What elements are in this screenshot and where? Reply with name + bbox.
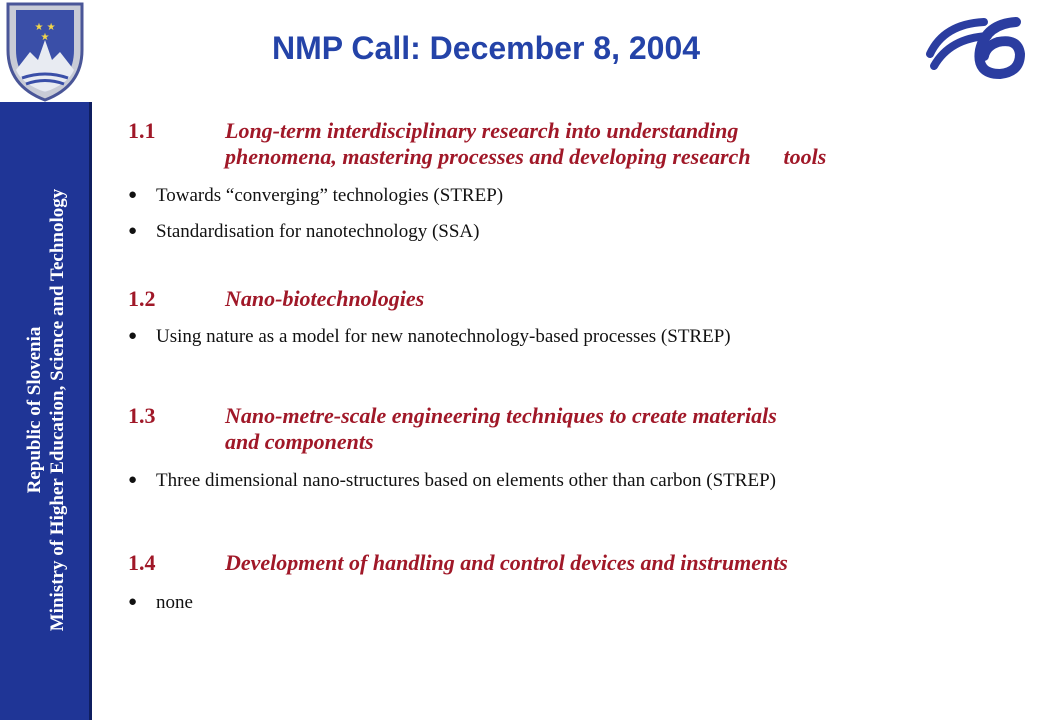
list-item <box>128 185 1008 207</box>
coat-of-arms-logo <box>0 0 90 104</box>
section-1-4-heading <box>128 550 1008 576</box>
bullet-icon: ● <box>128 328 138 344</box>
list-item <box>128 326 1008 348</box>
section-title-line: Nano-metre-scale engineering techniques to create materials <box>225 403 777 428</box>
svg-text:★ ★: ★ ★ <box>34 22 56 33</box>
section-number: 1.2 <box>128 286 156 311</box>
section-number: 1.1 <box>128 118 156 143</box>
section-1-1-heading <box>128 118 1008 170</box>
section-title-line: Development of handling and control devices and instruments <box>225 550 788 575</box>
list-item-text: Towards “converging” technologies (STREP) <box>156 185 504 206</box>
section-title-line: and components <box>225 429 374 454</box>
svg-text:★: ★ <box>40 32 50 43</box>
section-number: 1.4 <box>128 550 156 575</box>
list-item-text: Using nature as a model for new nanotechnology-based processes (STREP) <box>156 326 731 347</box>
list-item <box>128 592 1008 614</box>
list-item-text: none <box>156 592 193 613</box>
section-1-3-heading <box>128 403 1008 455</box>
bullet-icon: ● <box>128 187 138 203</box>
list-item-text: Standardisation for nanotechnology (SSA) <box>156 221 480 242</box>
list-item-text: Three dimensional nano-structures based on elements other than carbon (STREP) <box>156 470 776 491</box>
sidebar-line-republic: Republic of Slovenia <box>24 326 45 494</box>
section-title-line: Long-term interdisciplinary research into understanding <box>225 118 739 143</box>
list-item <box>128 221 1008 243</box>
fp6-logo <box>924 14 1028 82</box>
sidebar-text <box>23 110 69 710</box>
section-1-2-heading <box>128 286 1008 312</box>
section-number: 1.3 <box>128 403 156 428</box>
bullet-icon: ● <box>128 223 138 239</box>
section-title-line: Nano-biotechnologies <box>225 286 425 311</box>
sidebar-line-ministry: Ministry of Higher Education, Science and Technology <box>47 188 68 632</box>
bullet-icon: ● <box>128 594 138 610</box>
bullet-icon: ● <box>128 472 138 488</box>
section-title-line: phenomena, mastering processes and developing research tools <box>225 144 827 169</box>
list-item <box>128 470 1008 492</box>
page-title: NMP Call: December 8, 2004 <box>272 30 701 66</box>
